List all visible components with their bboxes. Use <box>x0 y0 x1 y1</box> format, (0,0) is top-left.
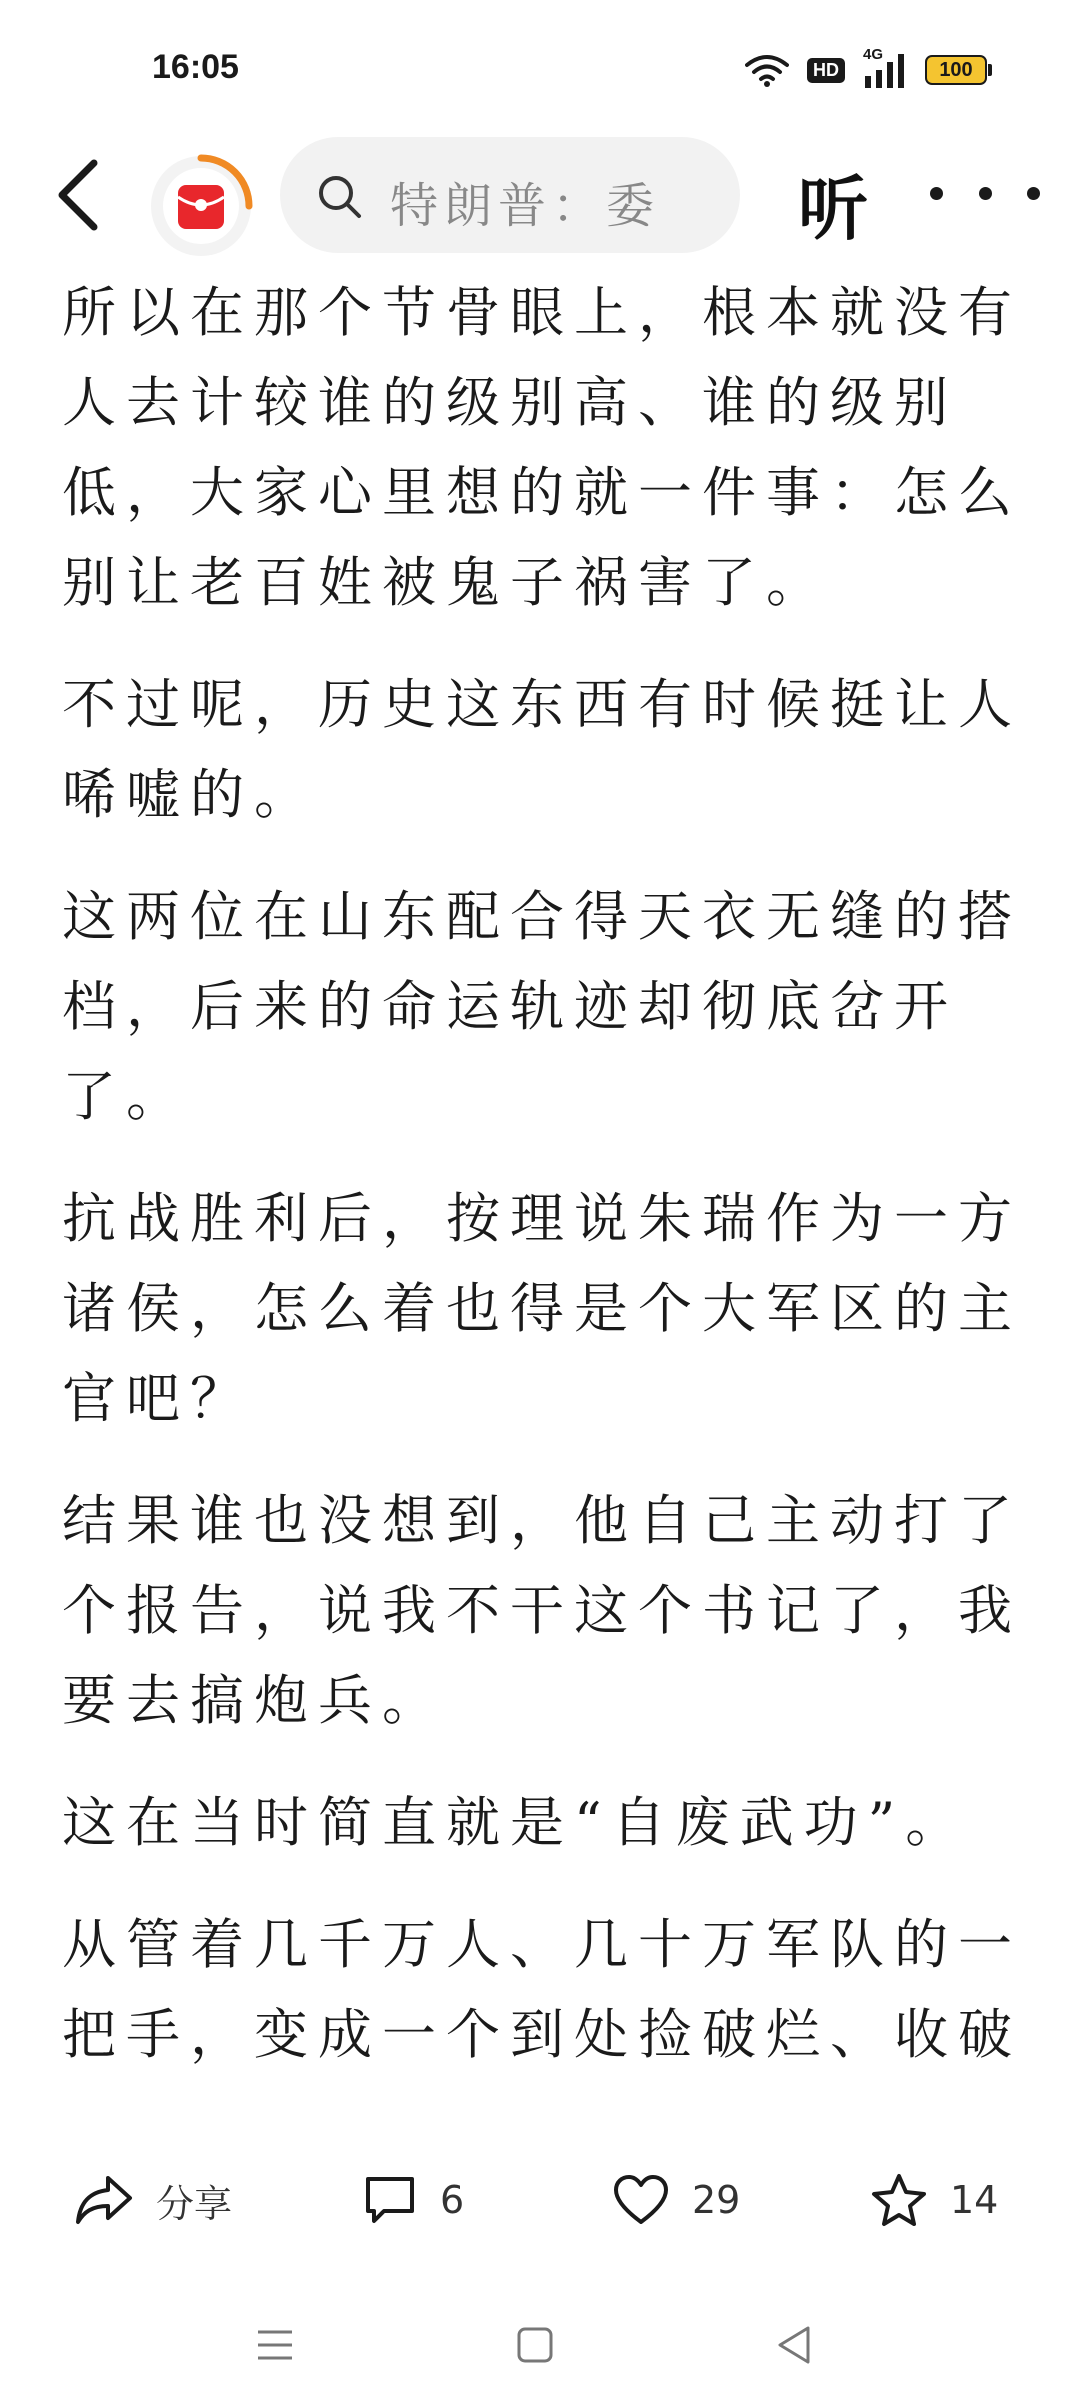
comment-button[interactable] <box>362 2170 464 2230</box>
network-type-label: 4G <box>863 46 884 63</box>
article-paragraph: 不过呢，历史这东西有时候挺让人唏嘘的。 <box>62 673 1022 826</box>
article-body <box>62 268 1028 2068</box>
red-envelope-logo-icon <box>148 153 254 259</box>
more-dot <box>979 187 992 200</box>
top-nav <box>0 135 1080 255</box>
hd-badge: HD <box>807 58 845 83</box>
status-icons <box>745 46 992 90</box>
battery-icon <box>925 55 992 85</box>
article-paragraph: 这在当时简直就是“自废武功”。 <box>62 1791 970 1854</box>
more-options-button[interactable] <box>930 173 1040 213</box>
more-dot <box>1027 187 1040 200</box>
search-box[interactable] <box>280 137 740 253</box>
action-bar <box>0 2140 1080 2260</box>
article-paragraph: 结果谁也没想到，他自己主动打了个报告，说我不干这个书记了，我要去搞炮兵。 <box>62 1489 1022 1732</box>
cellular-signal-icon <box>863 46 907 88</box>
battery-level: 100 <box>925 55 987 85</box>
share-button[interactable] <box>74 2170 232 2230</box>
heart-icon <box>612 2174 670 2226</box>
menu-icon[interactable] <box>250 2320 300 2370</box>
share-icon <box>74 2172 134 2228</box>
chevron-left-icon <box>50 157 110 233</box>
home-icon[interactable] <box>510 2320 560 2370</box>
back-triangle-icon[interactable] <box>770 2320 820 2370</box>
search-query: 特朗普：委 <box>390 178 661 234</box>
app-logo[interactable] <box>148 153 254 259</box>
favorite-button[interactable] <box>870 2170 998 2230</box>
comment-icon <box>362 2173 418 2227</box>
article-paragraph: 这两位在山东配合得天衣无缝的搭档，后来的命运轨迹却彻底岔开了。 <box>62 885 1022 1128</box>
comment-count: 6 <box>440 2178 465 2222</box>
status-time: 16:05 <box>152 48 239 86</box>
listen-button[interactable]: 听 <box>798 168 868 250</box>
article-paragraph: 所以在那个节骨眼上，根本就没有人去计较谁的级别高、谁的级别低，大家心里想的就一件事：怎么别让老百姓被鬼子祸害了。 <box>62 281 1022 614</box>
share-label: 分享 <box>156 2181 233 2226</box>
back-button[interactable] <box>50 157 110 233</box>
like-count: 29 <box>692 2178 741 2222</box>
search-icon <box>316 173 364 221</box>
status-bar <box>0 0 1080 140</box>
article-paragraph: 从管着几千万人、几十万军队的一把手，变成一个到处捡破烂、收破 <box>62 1913 1022 2066</box>
like-button[interactable] <box>612 2170 740 2230</box>
more-dot <box>930 187 943 200</box>
favorite-count: 14 <box>950 2178 999 2222</box>
system-nav-bar <box>0 2290 1080 2400</box>
wifi-icon <box>745 53 789 87</box>
article-paragraph: 抗战胜利后，按理说朱瑞作为一方诸侯，怎么着也得是个大军区的主官吧？ <box>62 1187 1022 1430</box>
star-icon <box>870 2172 928 2228</box>
